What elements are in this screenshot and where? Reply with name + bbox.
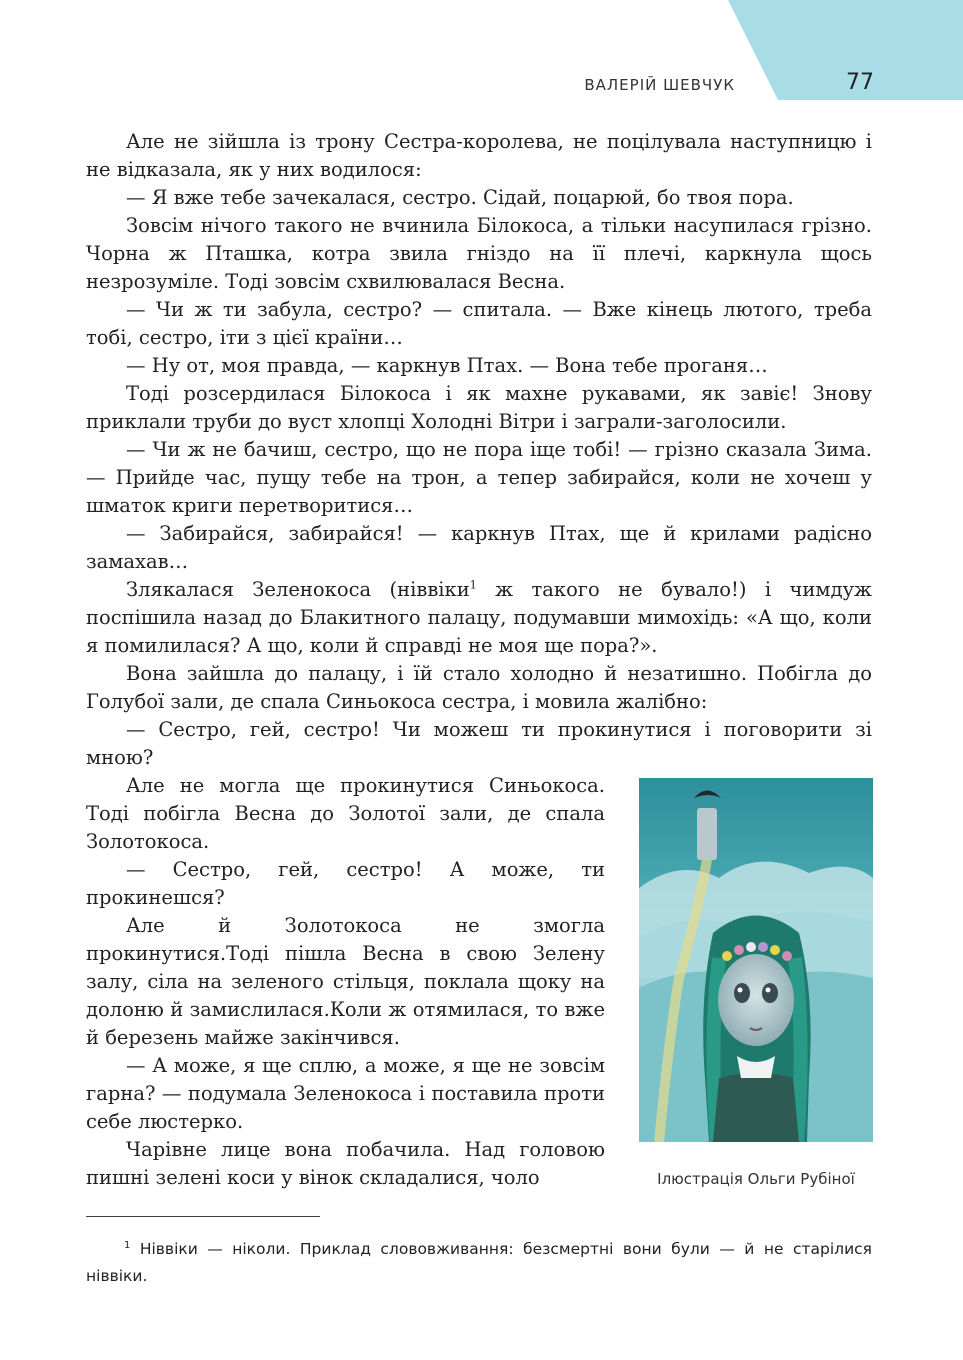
paragraph: — Забирайся, забирайся! — каркнув Птах, ще й крилами радісно замахав… (86, 522, 872, 573)
paragraph-with-footnote (86, 576, 872, 660)
paragraph: Але не могла ще прокинутися Синьокоса. Тоді побігла Весна до Золотої зали, де спала Золотокоса. (86, 774, 605, 853)
paragraph: Чарівне лице вона побачила. Над головою пишні зелені коси у вінок складалися, чоло (86, 1138, 605, 1189)
paragraph: Тоді розсердилася Білокоса і як махне рукавами, як завіє! Знову приклали труби до вуст хлопці Холодні Вітри і заграли-заголосили. (86, 382, 872, 433)
paragraph: Вона зайшла до палацу, і їй стало холодно й незатишно. Побігла до Голубої зали, де спала Синьокоса сестра, і мовила жалібно: (86, 662, 872, 713)
running-header-author: ВАЛЕРІЙ ШЕВЧУК (584, 76, 735, 94)
page-number: 77 (846, 70, 874, 95)
footnote-divider (86, 1216, 320, 1217)
paragraph-text: Злякалася Зеленокоса (ніввіки (126, 578, 470, 601)
footnote-text: Ніввіки — ніколи. Приклад слововживання: безсмертні вони були — й не старілися ніввіки. (86, 1240, 872, 1285)
wrapped-text (86, 772, 605, 1192)
illustration (639, 778, 873, 1142)
footnote (86, 1236, 872, 1290)
footnote-reference[interactable]: 1 (469, 578, 477, 592)
body-text (86, 128, 872, 772)
paragraph: — Я вже тебе зачекалася, сестро. Сідай, поцарюй, бо твоя пора. (126, 186, 794, 209)
illustration-caption: Ілюстрація Ольги Рубіної (657, 1170, 855, 1188)
footnote-number: 1 (124, 1239, 131, 1251)
paragraph-text: ж такого не бувало!) і чимдуж поспішила назад до Блакитного палацу, подумавши мимохідь: «А що, коли я помилилася? А що, коли й справді не моя ще пора?». (86, 578, 872, 657)
paragraph: Але й Золотокоса не змогла прокинутися.Тоді пішла Весна в свою Зелену залу, сіла на зеленого стільця, поклала щоку на долоню й замислилася.Коли ж отямилася, то вже й березень майже закінчився. (86, 914, 605, 1049)
paragraph: — Чи ж ти забула, сестро? — спитала. — Вже кінець лютого, треба тобі, сестро, іти з цієї країни… (86, 298, 872, 349)
paragraph: — Сестро, гей, сестро! Чи можеш ти прокинутися і поговорити зі мною? (86, 718, 872, 769)
paragraph: — Чи ж не бачиш, сестро, що не пора іще тобі! — грізно сказала Зима. — Прийде час, пущу тебе на трон, а тепер забирайся, коли не хочеш у шматок криги перетворитися… (86, 438, 872, 517)
paragraph: Зовсім нічого такого не вчинила Білокоса, а тільки насупилася грізно. Чорна ж Пташка, котра звила гніздо на її плечі, каркнула щось незрозуміле. Тоді зовсім схвилювалася Весна. (86, 214, 872, 293)
paragraph: — Ну от, моя правда, — каркнув Птах. — Вона тебе проганя… (126, 354, 768, 377)
paragraph: Але не зійшла із трону Сестра-королева, не поцілувала наступницю і не відказала, як у них водилося: (86, 130, 872, 181)
illustration-artwork (639, 778, 873, 1142)
paragraph: — Сестро, гей, сестро! А може, ти прокинешся? (86, 858, 605, 909)
paragraph: — А може, я ще сплю, а може, я ще не зовсім гарна? — подумала Зеленокоса і поставила проти себе люстерко. (86, 1054, 605, 1133)
